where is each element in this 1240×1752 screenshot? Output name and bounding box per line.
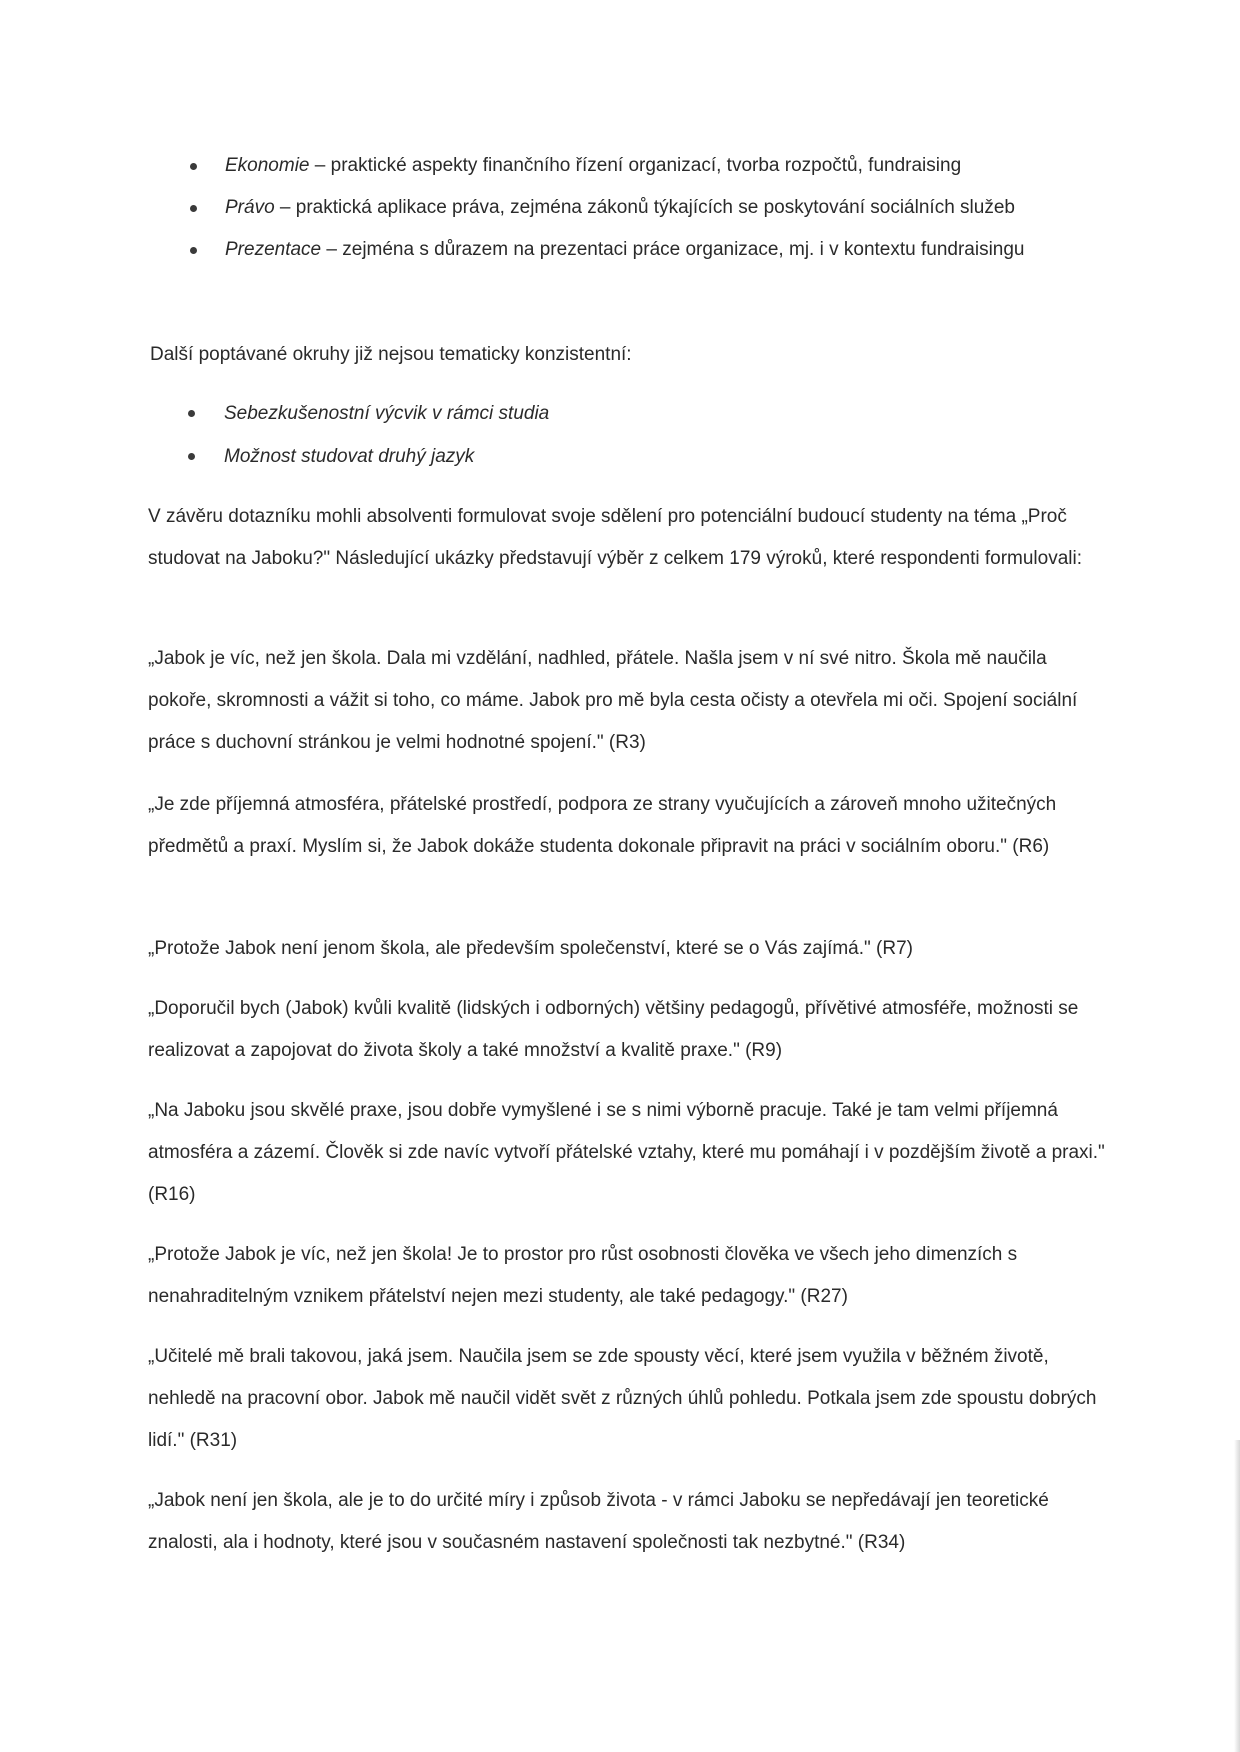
survey-paragraph: V závěru dotazníku mohli absolventi formulovat svoje sdělení pro potenciální budoucí studenty na téma „Proč studovat na Jaboku?" Následující ukázky představují výběr z celkem 179 výroků, které respondenti formulovali:	[148, 506, 1082, 569]
list-item	[180, 229, 1100, 271]
other-topics-list	[178, 392, 549, 478]
topic-description: – zejména s důrazem na prezentaci práce organizace, mj. i v kontextu fundraisingu	[321, 239, 1025, 260]
bullet-icon	[190, 205, 197, 212]
quote-r7: „Protože Jabok není jenom škola, ale především společenství, které se o Vás zajímá." (R7)	[148, 938, 913, 959]
course-topics-list	[180, 145, 1100, 271]
quote-r9: „Doporučil bych (Jabok) kvůli kvalitě (lidských i odborných) většiny pedagogů, přívětivé atmosféře, možnosti se realizovat a zapojovat do života školy a také množství a kvalitě praxe." (R9)	[148, 998, 1079, 1061]
topic-term: Prezentace	[225, 239, 322, 260]
other-topics-intro: Další poptávané okruhy již nejsou tematicky konzistentní:	[150, 344, 632, 365]
quote-r27: „Protože Jabok je víc, než jen škola! Je to prostor pro růst osobnosti člověka ve všech jeho dimenzích s nenahraditelným vznikem přátelství nejen mezi studenty, ale také pedagogy." (R27)	[148, 1244, 1018, 1307]
scan-edge-shadow	[1234, 1440, 1240, 1752]
list-item	[180, 187, 1100, 229]
quote-r34: „Jabok není jen škola, ale je to do určité míry i způsob života - v rámci Jaboku se nepředávají jen teoretické znalosti, ala i hodnoty, které jsou v současném nastavení společnosti tak nezbytné." (R34)	[148, 1490, 1049, 1553]
quote-r6: „Je zde příjemná atmosféra, přátelské prostředí, podpora ze strany vyučujících a zároveň mnoho užitečných předmětů a praxí. Myslím si, že Jabok dokáže studenta dokonale připravit na práci v sociálním oboru." (R6)	[148, 794, 1057, 857]
quote-r3: „Jabok je víc, než jen škola. Dala mi vzdělání, nadhled, přátele. Našla jsem v ní své nitro. Škola mě naučila pokoře, skromnosti a vážit si toho, co máme. Jabok pro mě byla cesta očisty a otevřela mi oči. Spojení sociální práce s duchovní stránkou je velmi hodnotné spojení." (R3)	[148, 648, 1078, 753]
list-item	[180, 145, 1100, 187]
topic-term: Právo	[225, 197, 275, 218]
bullet-icon	[188, 410, 195, 417]
list-item	[178, 392, 549, 435]
bullet-icon	[190, 247, 197, 254]
bullet-icon	[188, 453, 195, 460]
topic-description: – praktická aplikace práva, zejména zákonů týkajících se poskytování sociálních služeb	[274, 197, 1015, 218]
other-topic: Možnost studovat druhý jazyk	[224, 446, 475, 467]
list-item	[178, 435, 549, 478]
other-topic: Sebezkušenostní výcvik v rámci studia	[224, 403, 550, 424]
topic-term: Ekonomie	[225, 155, 310, 176]
quote-r31: „Učitelé mě brali takovou, jaká jsem. Naučila jsem se zde spousty věcí, které jsem využila v běžném životě, nehledě na pracovní obor. Jabok mě naučil vidět svět z různých úhlů pohledu. Potkala jsem zde spoustu dobrých lidí." (R31)	[148, 1346, 1097, 1451]
topic-description: – praktické aspekty finančního řízení organizací, tvorba rozpočtů, fundraising	[309, 155, 962, 176]
bullet-icon	[190, 163, 197, 170]
quote-r16: „Na Jaboku jsou skvělé praxe, jsou dobře vymyšlené i se s nimi výborně pracuje. Také je tam velmi příjemná atmosféra a zázemí. Člověk si zde navíc vytvoří přátelské vztahy, které mu pomáhají i v pozdějším životě a praxi." (R16)	[148, 1100, 1105, 1205]
